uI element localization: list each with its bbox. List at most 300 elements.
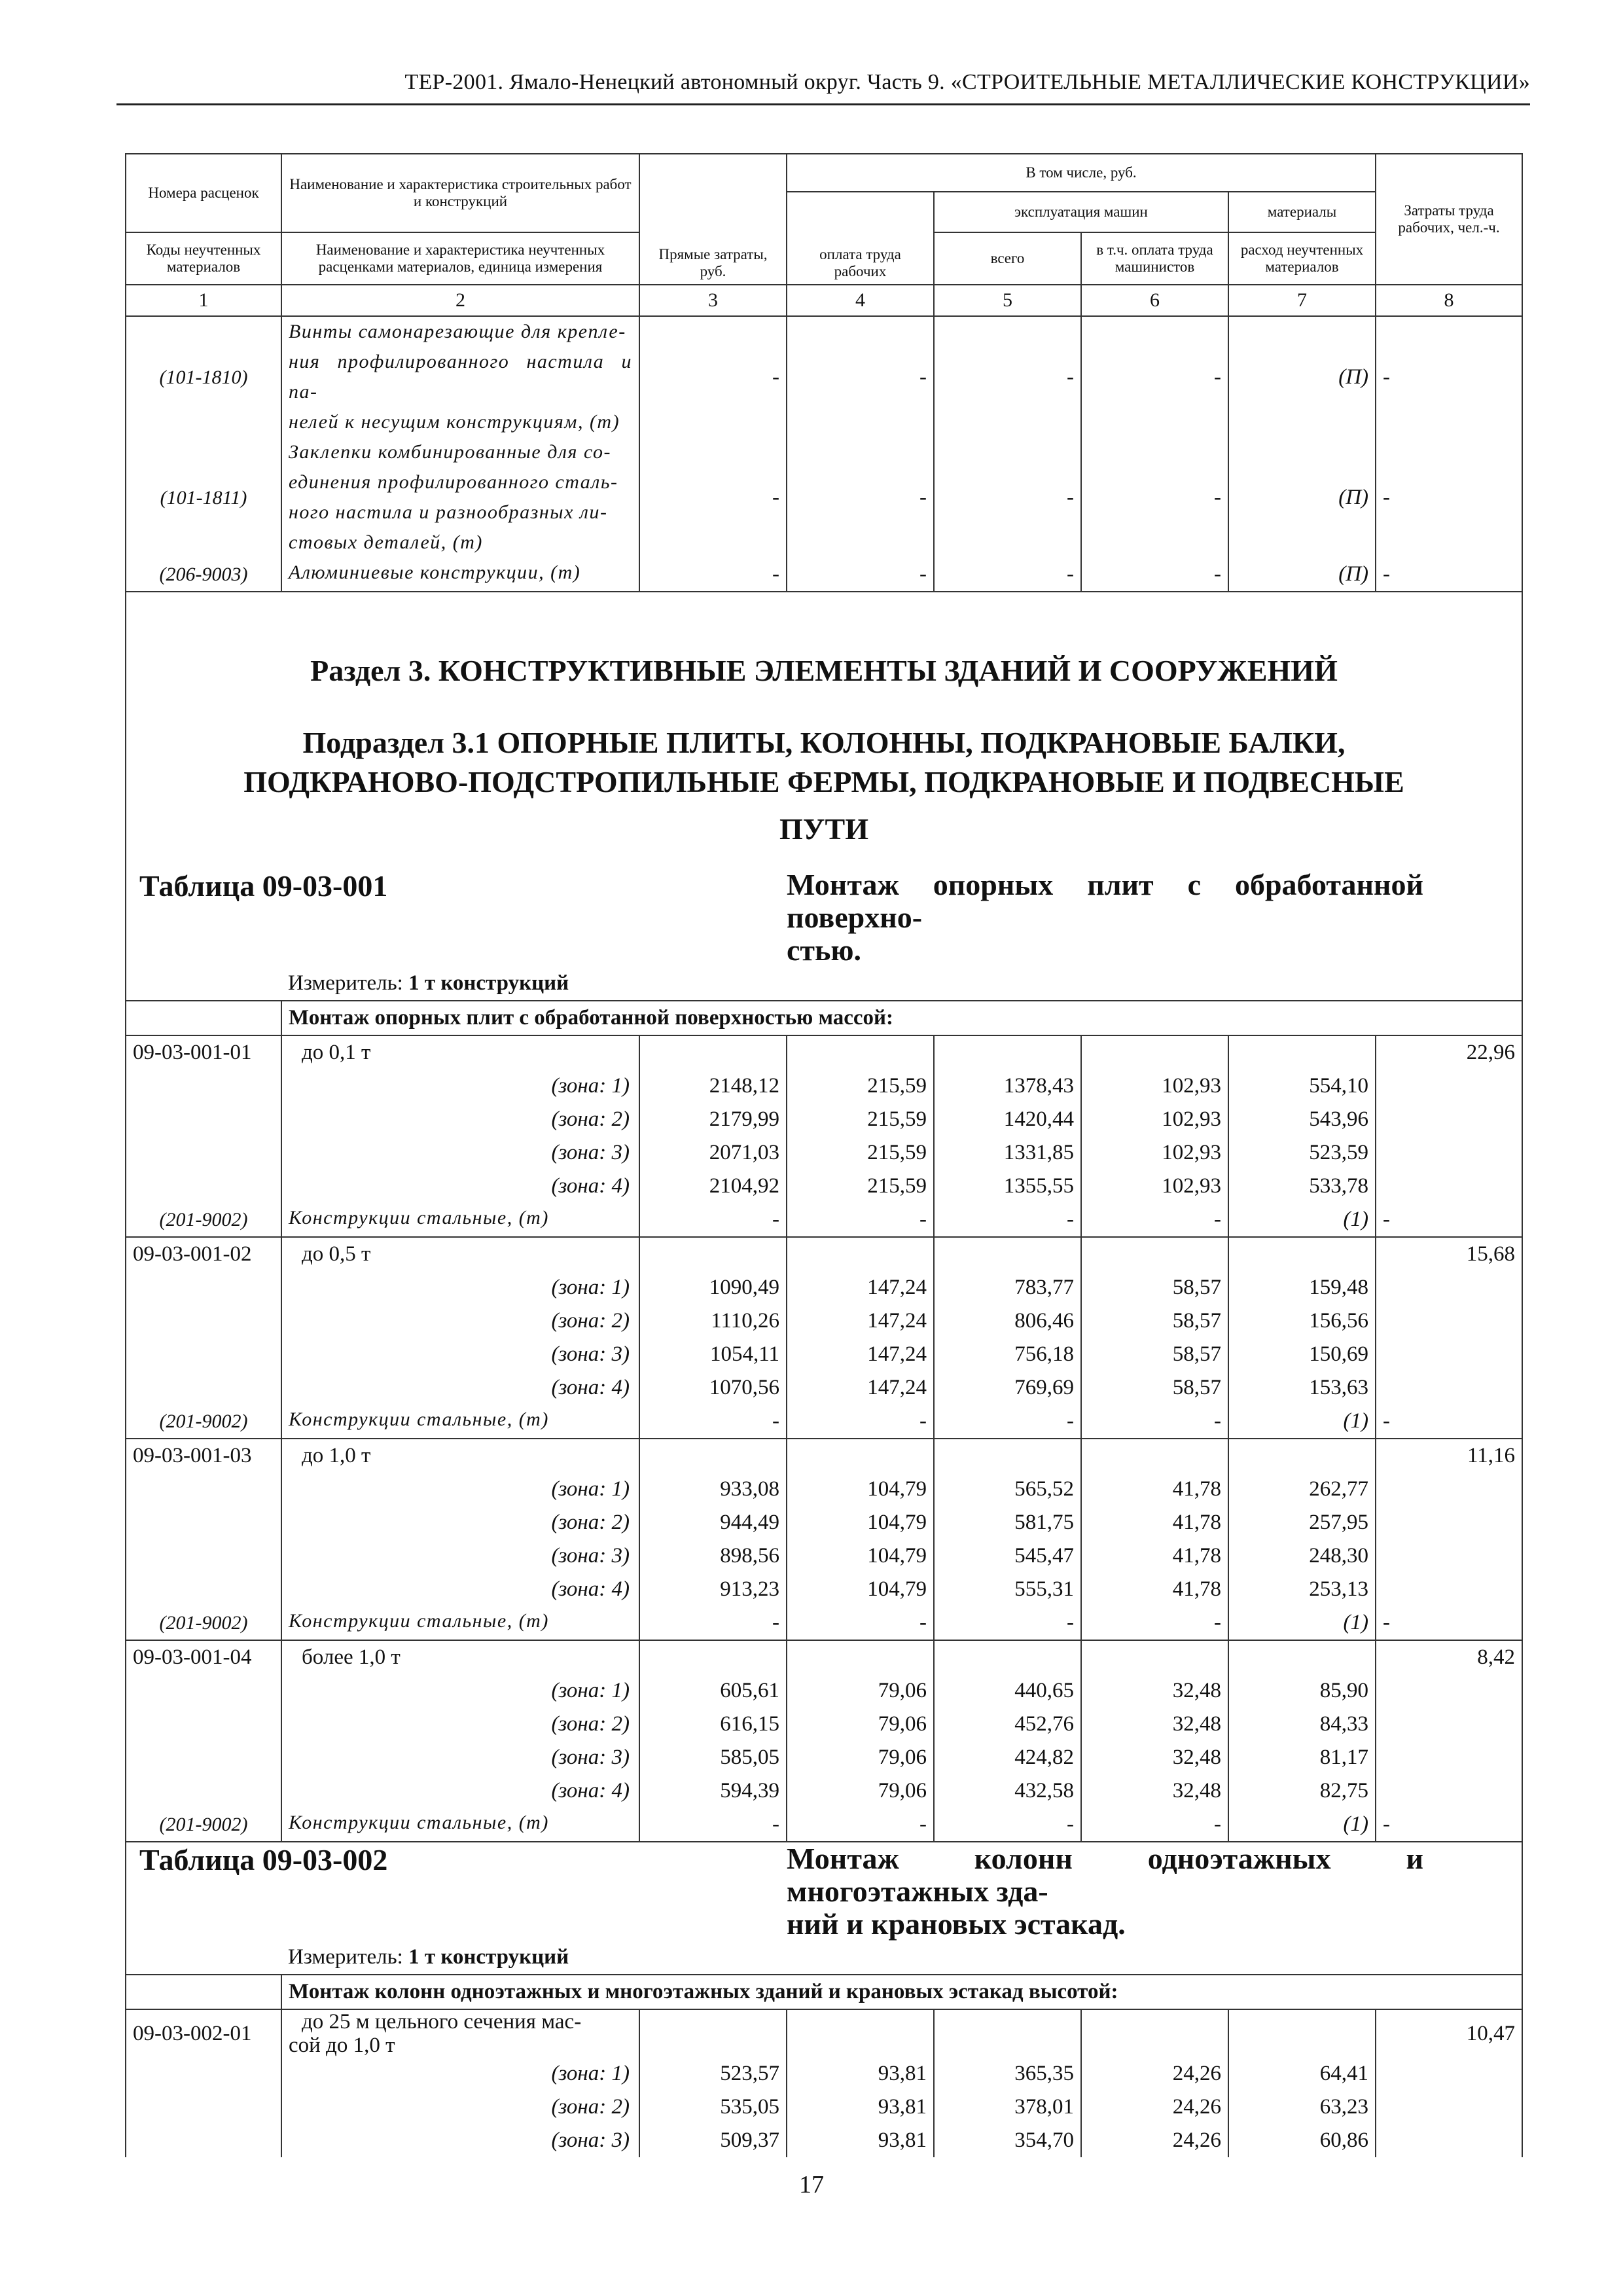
spacer — [1376, 1271, 1522, 1304]
zone-value: 523,57 — [639, 2057, 787, 2090]
zone-label: (зона: 1) — [281, 1069, 639, 1103]
running-header — [116, 68, 1530, 105]
spacer — [1376, 2057, 1522, 2090]
spacer — [787, 1439, 934, 1473]
zone-value: 79,06 — [787, 1741, 934, 1774]
zone-value: 24,26 — [1081, 2057, 1228, 2090]
zone-value: 533,78 — [1228, 1170, 1376, 1203]
rate-code: 09-03-001-02 — [126, 1237, 281, 1271]
zone-value: 354,70 — [934, 2124, 1081, 2157]
spacer — [126, 967, 281, 1001]
spacer — [934, 1640, 1081, 1674]
header-row — [126, 154, 1522, 192]
cell-material: (1) — [1228, 1606, 1376, 1640]
zone-value: 41,78 — [1081, 1473, 1228, 1506]
cell-operators: - — [1081, 1606, 1228, 1640]
cell-machines: - — [934, 558, 1081, 592]
zone-value: 257,95 — [1228, 1506, 1376, 1539]
spacer — [126, 1539, 281, 1573]
rate-row — [126, 1439, 1522, 1473]
spacer — [1376, 2124, 1522, 2157]
zone-value: 102,93 — [1081, 1069, 1228, 1103]
material-name: Конструкции стальные, (т) — [281, 1203, 639, 1237]
material-name-line: Заклепки комбинированные для со- — [289, 441, 612, 463]
spacer — [1376, 1708, 1522, 1741]
zone-value: 1110,26 — [639, 1304, 787, 1338]
zone-value: 104,79 — [787, 1506, 934, 1539]
zone-value: 378,01 — [934, 2090, 1081, 2124]
zone-label: (зона: 1) — [281, 2057, 639, 2090]
cell-machines: - — [934, 1808, 1081, 1842]
zone-value: 1420,44 — [934, 1103, 1081, 1136]
header-including: В том числе, руб. — [787, 154, 1376, 192]
cell-material: (П) — [1228, 316, 1376, 437]
zone-value: 79,06 — [787, 1674, 934, 1708]
spacer — [1228, 2009, 1376, 2057]
cell-direct: - — [639, 316, 787, 437]
zone-value: 102,93 — [1081, 1103, 1228, 1136]
spacer — [787, 1640, 934, 1674]
spacer — [934, 1439, 1081, 1473]
zone-value: 2148,12 — [639, 1069, 787, 1103]
zone-row — [126, 1674, 1522, 1708]
zone-value: 605,61 — [639, 1674, 787, 1708]
zone-row — [126, 1774, 1522, 1808]
column-number: 2 — [281, 285, 639, 316]
rate-code: 09-03-002-01 — [126, 2009, 281, 2057]
cell-operators: - — [1081, 1405, 1228, 1439]
column-number: 1 — [126, 285, 281, 316]
spacer — [639, 1439, 787, 1473]
cell-material: (П) — [1228, 558, 1376, 592]
cell-labor-pay: - — [787, 1606, 934, 1640]
cell-operators: - — [1081, 1808, 1228, 1842]
material-name: Конструкции стальные, (т) — [281, 1606, 639, 1640]
rate-name: более 1,0 т — [281, 1640, 639, 1674]
material-name — [281, 558, 639, 592]
cell-labor-hours: - — [1376, 316, 1522, 437]
zone-value: 440,65 — [934, 1674, 1081, 1708]
header-labor-hours: Затраты труда рабочих, чел.-ч. — [1376, 154, 1522, 285]
cell-machines: - — [934, 437, 1081, 558]
zone-value: 58,57 — [1081, 1371, 1228, 1405]
zone-row — [126, 1506, 1522, 1539]
spacer — [126, 1001, 281, 1035]
zone-value: 523,59 — [1228, 1136, 1376, 1170]
header-rate-number: Номера расценок — [126, 154, 281, 232]
zone-value: 432,58 — [934, 1774, 1081, 1808]
cell-machines: - — [934, 1203, 1081, 1237]
zone-value: 24,26 — [1081, 2124, 1228, 2157]
spacer — [126, 1170, 281, 1203]
material-name-line: стовых деталей, (т) — [289, 531, 483, 553]
spacer — [1376, 1674, 1522, 1708]
cell-labor-pay: - — [787, 1203, 934, 1237]
zone-value: 64,41 — [1228, 2057, 1376, 2090]
zone-value: 32,48 — [1081, 1708, 1228, 1741]
table-title-line: стью. — [787, 933, 861, 967]
zone-label: (зона: 4) — [281, 1371, 639, 1405]
zone-value: 756,18 — [934, 1338, 1081, 1371]
labor-hours: 8,42 — [1376, 1640, 1522, 1674]
running-header-text: ТЕР-2001. Ямало-Ненецкий автономный округ. Часть 9. «СТРОИТЕЛЬНЫЕ МЕТАЛЛИЧЕСКИЕ КОНСТРУКЦИИ» — [404, 70, 1530, 94]
zone-value: 153,63 — [1228, 1371, 1376, 1405]
rate-row — [126, 1035, 1522, 1069]
table-number: Таблица 09-03-001 — [126, 869, 787, 967]
cell-labor-hours: - — [1376, 1606, 1522, 1640]
zone-value: 215,59 — [787, 1069, 934, 1103]
zone-value: 769,69 — [934, 1371, 1081, 1405]
caption-row — [126, 1001, 1522, 1035]
cell-labor-hours: - — [1376, 1203, 1522, 1237]
spacer — [126, 2090, 281, 2124]
rate-code: 09-03-001-01 — [126, 1035, 281, 1069]
rate-row — [126, 1640, 1522, 1674]
spacer — [1081, 2009, 1228, 2057]
cell-labor-pay: - — [787, 558, 934, 592]
zone-value: 215,59 — [787, 1136, 934, 1170]
zone-value: 85,90 — [1228, 1674, 1376, 1708]
spacer — [126, 1774, 281, 1808]
spacer — [934, 1237, 1081, 1271]
material-name: Конструкции стальные, (т) — [281, 1808, 639, 1842]
spacer — [1376, 1774, 1522, 1808]
zone-row — [126, 2124, 1522, 2157]
zone-value: 2104,92 — [639, 1170, 787, 1203]
cell-machines: - — [934, 316, 1081, 437]
zone-value: 543,96 — [1228, 1103, 1376, 1136]
zone-row — [126, 1304, 1522, 1338]
subsection-line: Подраздел 3.1 ОПОРНЫЕ ПЛИТЫ, КОЛОННЫ, ПОДКРАНОВЫЕ БАЛКИ, — [302, 726, 1346, 759]
header-material-codes: Коды неучтенных материалов — [126, 232, 281, 285]
zone-value: 84,33 — [1228, 1708, 1376, 1741]
spacer — [934, 1035, 1081, 1069]
table-title-row — [126, 1842, 1522, 1941]
header-material-names: Наименование и характеристика неучтенных расценками материалов, единица измерения — [281, 232, 639, 285]
zone-value: 215,59 — [787, 1103, 934, 1136]
cell-material: (1) — [1228, 1808, 1376, 1842]
zone-label: (зона: 1) — [281, 1473, 639, 1506]
column-number: 6 — [1081, 285, 1228, 316]
measure-label: Измеритель: — [288, 971, 403, 995]
zone-row — [126, 1069, 1522, 1103]
spacer — [126, 1069, 281, 1103]
zone-value: 58,57 — [1081, 1338, 1228, 1371]
zone-label: (зона: 3) — [281, 1741, 639, 1774]
header-material-usage: расход неучтенных материалов — [1228, 232, 1376, 285]
zone-value: 2071,03 — [639, 1136, 787, 1170]
zone-value: 1355,55 — [934, 1170, 1081, 1203]
spacer — [787, 2009, 934, 2057]
zone-row — [126, 1136, 1522, 1170]
cell-direct: - — [639, 558, 787, 592]
spacer — [1081, 1439, 1228, 1473]
zone-value: 147,24 — [787, 1271, 934, 1304]
zone-value: 104,79 — [787, 1573, 934, 1606]
cell-labor-pay: - — [787, 316, 934, 437]
rate-name — [281, 2009, 639, 2057]
zone-value: 156,56 — [1228, 1304, 1376, 1338]
header-operators-pay: в т.ч. оплата труда машинистов — [1081, 232, 1228, 285]
header-labor-pay: оплата труда рабочих — [787, 192, 934, 285]
zone-value: 594,39 — [639, 1774, 787, 1808]
spacer — [1376, 1539, 1522, 1573]
spacer — [787, 1237, 934, 1271]
material-name-line: Винты самонарезающие для крепле- — [289, 321, 626, 342]
table-title — [787, 869, 1522, 967]
measure-row — [126, 1941, 1522, 1975]
zone-value: 913,23 — [639, 1573, 787, 1606]
material-name — [281, 316, 639, 437]
spacer — [1081, 1035, 1228, 1069]
zone-value: 424,82 — [934, 1741, 1081, 1774]
zone-value: 93,81 — [787, 2057, 934, 2090]
header-materials: материалы — [1228, 192, 1376, 232]
spacer — [1081, 1640, 1228, 1674]
column-number: 5 — [934, 285, 1081, 316]
zone-value: 806,46 — [934, 1304, 1081, 1338]
table-title-row — [126, 869, 1522, 967]
spacer — [1376, 1103, 1522, 1136]
section-title: Раздел 3. КОНСТРУКТИВНЫЕ ЭЛЕМЕНТЫ ЗДАНИЙ И СООРУЖЕНИЙ — [126, 592, 1522, 723]
cell-labor-hours: - — [1376, 1405, 1522, 1439]
rate-name: до 1,0 т — [281, 1439, 639, 1473]
spacer — [126, 1304, 281, 1338]
spacer — [126, 1371, 281, 1405]
spacer — [126, 1741, 281, 1774]
cell-labor-hours: - — [1376, 437, 1522, 558]
rate-code: 09-03-001-04 — [126, 1640, 281, 1674]
zone-value: 60,86 — [1228, 2124, 1376, 2157]
labor-hours: 11,16 — [1376, 1439, 1522, 1473]
material-row — [126, 316, 1522, 437]
cell-operators: - — [1081, 558, 1228, 592]
material-name-line: нелей к несущим конструкциям, (т) — [289, 411, 620, 433]
spacer — [639, 1035, 787, 1069]
rate-name: до 0,1 т — [281, 1035, 639, 1069]
zone-row — [126, 2090, 1522, 2124]
spacer — [126, 1473, 281, 1506]
spacer — [787, 1035, 934, 1069]
material-name-line: ния профилированного настила и па- — [289, 351, 632, 403]
cell-operators: - — [1081, 316, 1228, 437]
zone-value: 63,23 — [1228, 2090, 1376, 2124]
spacer — [126, 1506, 281, 1539]
zone-row — [126, 2057, 1522, 2090]
zone-label: (зона: 1) — [281, 1271, 639, 1304]
material-name-line: ного настила и разнообразных ли- — [289, 501, 608, 523]
table-title-line: ний и крановых эстакад. — [787, 1907, 1126, 1941]
spacer — [126, 1975, 281, 2009]
zone-value: 565,52 — [934, 1473, 1081, 1506]
zone-value: 104,79 — [787, 1539, 934, 1573]
cell-direct: - — [639, 1808, 787, 1842]
material-row — [126, 1203, 1522, 1237]
zone-label: (зона: 2) — [281, 1506, 639, 1539]
zone-value: 452,76 — [934, 1708, 1081, 1741]
zone-value: 585,05 — [639, 1741, 787, 1774]
cell-direct: - — [639, 437, 787, 558]
material-code: (101-1811) — [126, 437, 281, 558]
zone-row — [126, 1741, 1522, 1774]
zone-value: 93,81 — [787, 2124, 934, 2157]
material-name: Конструкции стальные, (т) — [281, 1405, 639, 1439]
spacer — [1376, 1136, 1522, 1170]
material-code: (201-9002) — [126, 1203, 281, 1237]
spacer — [639, 1640, 787, 1674]
rate-name: до 0,5 т — [281, 1237, 639, 1271]
zone-row — [126, 1271, 1522, 1304]
material-row — [126, 1405, 1522, 1439]
zone-value: 1054,11 — [639, 1338, 787, 1371]
zone-label: (зона: 2) — [281, 1304, 639, 1338]
subsection-row — [126, 723, 1522, 869]
header-machines: эксплуатация машин — [934, 192, 1228, 232]
caption-row — [126, 1975, 1522, 2009]
measure-unit — [281, 967, 1522, 1001]
spacer — [1228, 1237, 1376, 1271]
zone-value: 253,13 — [1228, 1573, 1376, 1606]
spacer — [126, 1708, 281, 1741]
cell-material: (1) — [1228, 1203, 1376, 1237]
subsection-line: ПОДКРАНОВО-ПОДСТРОПИЛЬНЫЕ ФЕРМЫ, ПОДКРАНОВЫЕ И ПОДВЕСНЫЕ — [243, 765, 1404, 798]
zone-value: 93,81 — [787, 2090, 934, 2124]
zone-value: 102,93 — [1081, 1170, 1228, 1203]
cell-operators: - — [1081, 437, 1228, 558]
zone-value: 147,24 — [787, 1304, 934, 1338]
rates-table — [125, 153, 1523, 2157]
zone-row — [126, 1170, 1522, 1203]
zone-value: 248,30 — [1228, 1539, 1376, 1573]
cell-labor-pay: - — [787, 1808, 934, 1842]
spacer — [1376, 1304, 1522, 1338]
spacer — [934, 2009, 1081, 2057]
zone-value: 535,05 — [639, 2090, 787, 2124]
header-direct-costs: Прямые затраты, руб. — [639, 154, 787, 285]
zone-value: 79,06 — [787, 1708, 934, 1741]
column-number: 7 — [1228, 285, 1376, 316]
zone-row — [126, 1473, 1522, 1506]
zone-value: 58,57 — [1081, 1271, 1228, 1304]
zone-value: 159,48 — [1228, 1271, 1376, 1304]
rate-code: 09-03-001-03 — [126, 1439, 281, 1473]
subsection-line: ПУТИ — [779, 812, 869, 846]
cell-direct: - — [639, 1203, 787, 1237]
zone-value: 933,08 — [639, 1473, 787, 1506]
header-work-name: Наименование и характеристика строительных работ и конструкций — [281, 154, 639, 232]
labor-hours: 15,68 — [1376, 1237, 1522, 1271]
column-numbers-row — [126, 285, 1522, 316]
material-row — [126, 1808, 1522, 1842]
zone-value: 2179,99 — [639, 1103, 787, 1136]
material-row — [126, 558, 1522, 592]
spacer — [126, 1573, 281, 1606]
spacer — [126, 1271, 281, 1304]
rate-row — [126, 1237, 1522, 1271]
zone-value: 1331,85 — [934, 1136, 1081, 1170]
spacer — [639, 2009, 787, 2057]
zone-value: 79,06 — [787, 1774, 934, 1808]
measure-value: 1 т конструкций — [408, 1945, 569, 1969]
cell-labor-hours: - — [1376, 558, 1522, 592]
measure-unit — [281, 1941, 1522, 1975]
zone-value: 104,79 — [787, 1473, 934, 1506]
measure-row — [126, 967, 1522, 1001]
zone-label: (зона: 2) — [281, 2090, 639, 2124]
material-code: (201-9002) — [126, 1808, 281, 1842]
page-number: 17 — [799, 2171, 824, 2198]
measure-value: 1 т конструкций — [408, 971, 569, 995]
table-caption: Монтаж колонн одноэтажных и многоэтажных зданий и крановых эстакад высотой: — [281, 1975, 1522, 2009]
material-code: (201-9002) — [126, 1405, 281, 1439]
zone-value: 554,10 — [1228, 1069, 1376, 1103]
section-row — [126, 592, 1522, 723]
spacer — [1081, 1237, 1228, 1271]
cell-material: (1) — [1228, 1405, 1376, 1439]
material-code: (101-1810) — [126, 316, 281, 437]
zone-value: 545,47 — [934, 1539, 1081, 1573]
spacer — [126, 2057, 281, 2090]
spacer — [1228, 1035, 1376, 1069]
zone-value: 150,69 — [1228, 1338, 1376, 1371]
zone-row — [126, 1573, 1522, 1606]
zone-value: 262,77 — [1228, 1473, 1376, 1506]
zone-value: 81,17 — [1228, 1741, 1376, 1774]
spacer — [639, 1237, 787, 1271]
table-title-line: Монтаж опорных плит с обработанной поверхно- — [787, 868, 1424, 934]
header-machines-total: всего — [934, 232, 1081, 285]
zone-row — [126, 1539, 1522, 1573]
rate-name-line: до 25 м цельного сечения мас- — [302, 2010, 582, 2034]
zone-value: 41,78 — [1081, 1506, 1228, 1539]
zone-value: 41,78 — [1081, 1539, 1228, 1573]
zone-value: 32,48 — [1081, 1774, 1228, 1808]
spacer — [1376, 1741, 1522, 1774]
zone-row — [126, 1371, 1522, 1405]
spacer — [1376, 1473, 1522, 1506]
spacer — [1228, 1640, 1376, 1674]
zone-value: 147,24 — [787, 1338, 934, 1371]
zone-value: 58,57 — [1081, 1304, 1228, 1338]
zone-value: 147,24 — [787, 1371, 934, 1405]
zone-label: (зона: 1) — [281, 1674, 639, 1708]
spacer — [1228, 1439, 1376, 1473]
material-code: (206-9003) — [126, 558, 281, 592]
column-number: 8 — [1376, 285, 1522, 316]
spacer — [1376, 1338, 1522, 1371]
zone-value: 32,48 — [1081, 1741, 1228, 1774]
zone-label: (зона: 3) — [281, 1136, 639, 1170]
material-name-line: единения профилированного сталь- — [289, 471, 618, 493]
rate-row — [126, 2009, 1522, 2057]
cell-labor-pay: - — [787, 437, 934, 558]
subsection-title — [126, 723, 1522, 869]
zone-label: (зона: 3) — [281, 1539, 639, 1573]
zone-label: (зона: 4) — [281, 1774, 639, 1808]
table-number: Таблица 09-03-002 — [126, 1842, 787, 1941]
table-title — [787, 1842, 1522, 1941]
zone-value: 24,26 — [1081, 2090, 1228, 2124]
zone-value: 1070,56 — [639, 1371, 787, 1405]
spacer — [1376, 1371, 1522, 1405]
zone-value: 944,49 — [639, 1506, 787, 1539]
cell-direct: - — [639, 1606, 787, 1640]
spacer — [126, 1941, 281, 1975]
cell-direct: - — [639, 1405, 787, 1439]
zone-row — [126, 1708, 1522, 1741]
spacer — [126, 1136, 281, 1170]
zone-value: 1090,49 — [639, 1271, 787, 1304]
